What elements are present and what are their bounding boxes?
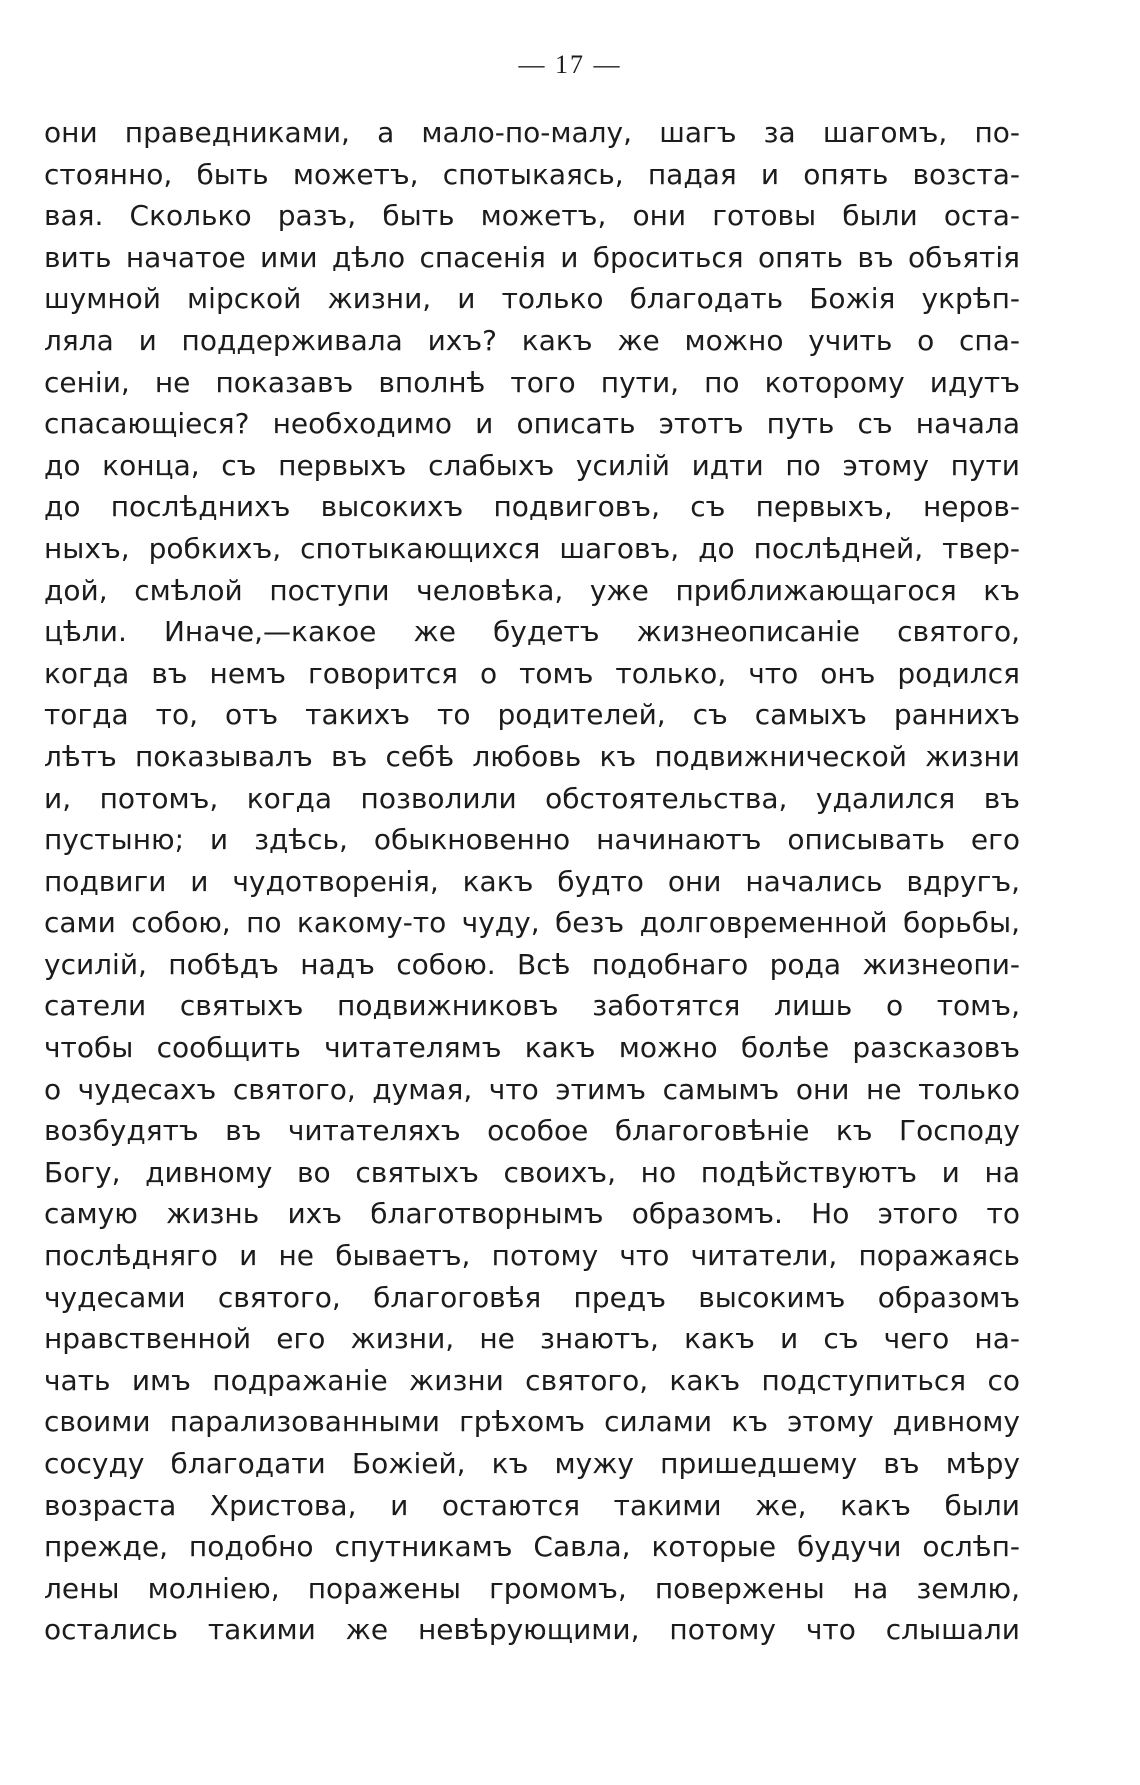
text-line: сами собою, по какому-то чуду, безъ долговременной борьбы, (44, 906, 1020, 940)
text-line: цѣли. Иначе,—какое же будетъ жизнеописаніе святого, (44, 615, 1020, 649)
text-line: прежде, подобно спутникамъ Савла, которые будучи ослѣп- (44, 1530, 1020, 1564)
text-line: тогда то, отъ такихъ то родителей, съ самыхъ раннихъ (44, 698, 1020, 732)
text-line: сеніи, не показавъ вполнѣ того пути, по которому идутъ (44, 365, 1020, 399)
text-line: шумной мірской жизни, и только благодать Божія укрѣп- (44, 282, 1020, 316)
text-line: усилій, побѣдъ надъ собою. Всѣ подобнаго рода жизнеопи- (44, 947, 1020, 981)
text-line: возраста Христова, и остаются такими же, какъ были (44, 1488, 1020, 1522)
text-line: возбудятъ въ читателяхъ особое благоговѣніе къ Господу (44, 1114, 1020, 1148)
text-line: вая. Сколько разъ, быть можетъ, они готовы были оста- (44, 199, 1020, 233)
text-line: лены молніею, поражены громомъ, повержены на землю, (44, 1571, 1020, 1605)
text-line: сатели святыхъ подвижниковъ заботятся лишь о томъ, (44, 989, 1020, 1023)
page-number: — 17 — (518, 50, 622, 79)
text-line: послѣдняго и не бываетъ, потому что читатели, поражаясь (44, 1239, 1020, 1273)
text-line: когда въ немъ говорится о томъ только, что онъ родился (44, 656, 1020, 690)
text-line: вить начатое ими дѣло спасенія и броситься опять въ объятія (44, 240, 1020, 274)
text-line: подвиги и чудотворенія, какъ будто они начались вдругъ, (44, 864, 1020, 898)
text-line: спасающіеся? необходимо и описать этотъ путь съ начала (44, 407, 1020, 441)
text-line: самую жизнь ихъ благотворнымъ образомъ. Но этого то (44, 1197, 1020, 1231)
text-line: Богу, дивному во святыхъ своихъ, но подѣйствуютъ и на (44, 1155, 1020, 1189)
text-line: ляла и поддерживала ихъ? какъ же можно учить о спа- (44, 323, 1020, 357)
text-line: сосуду благодати Божіей, къ мужу пришедшему въ мѣру (44, 1447, 1020, 1480)
text-line: своими парализованными грѣхомъ силами къ этому дивному (44, 1405, 1020, 1439)
text-line: дой, смѣлой поступи человѣка, уже приближающагося къ (44, 573, 1020, 607)
text-line: они праведниками, а мало-по-малу, шагъ за шагомъ, по- (44, 116, 1020, 149)
text-line: нравственной его жизни, не знаютъ, какъ и съ чего на- (44, 1322, 1020, 1356)
text-line: остались такими же невѣрующими, потому что слышали (44, 1613, 1020, 1647)
body-text (44, 112, 1020, 1651)
text-line: о чудесахъ святого, думая, что этимъ самымъ они не только (44, 1072, 1020, 1106)
text-line: чудесами святого, благоговѣя предъ высокимъ образомъ (44, 1280, 1020, 1314)
text-line: пустыню; и здѣсь, обыкновенно начинаютъ описывать его (44, 823, 1020, 857)
text-line: стоянно, быть можетъ, спотыкаясь, падая и опять возста- (44, 157, 1020, 191)
text-line: до послѣднихъ высокихъ подвиговъ, съ первыхъ, неров- (44, 490, 1020, 524)
text-line: чтобы сообщить читателямъ какъ можно болѣе разсказовъ (44, 1031, 1020, 1065)
text-line: до конца, съ первыхъ слабыхъ усилій идти по этому пути (44, 448, 1020, 482)
text-line: чать имъ подражаніе жизни святого, какъ подступиться со (44, 1363, 1020, 1397)
text-line: ныхъ, робкихъ, спотыкающихся шаговъ, до послѣдней, твер- (44, 531, 1020, 565)
text-line: лѣтъ показывалъ въ себѣ любовь къ подвижнической жизни (44, 739, 1020, 773)
text-line: и, потомъ, когда позволили обстоятельства, удалился въ (44, 781, 1020, 815)
